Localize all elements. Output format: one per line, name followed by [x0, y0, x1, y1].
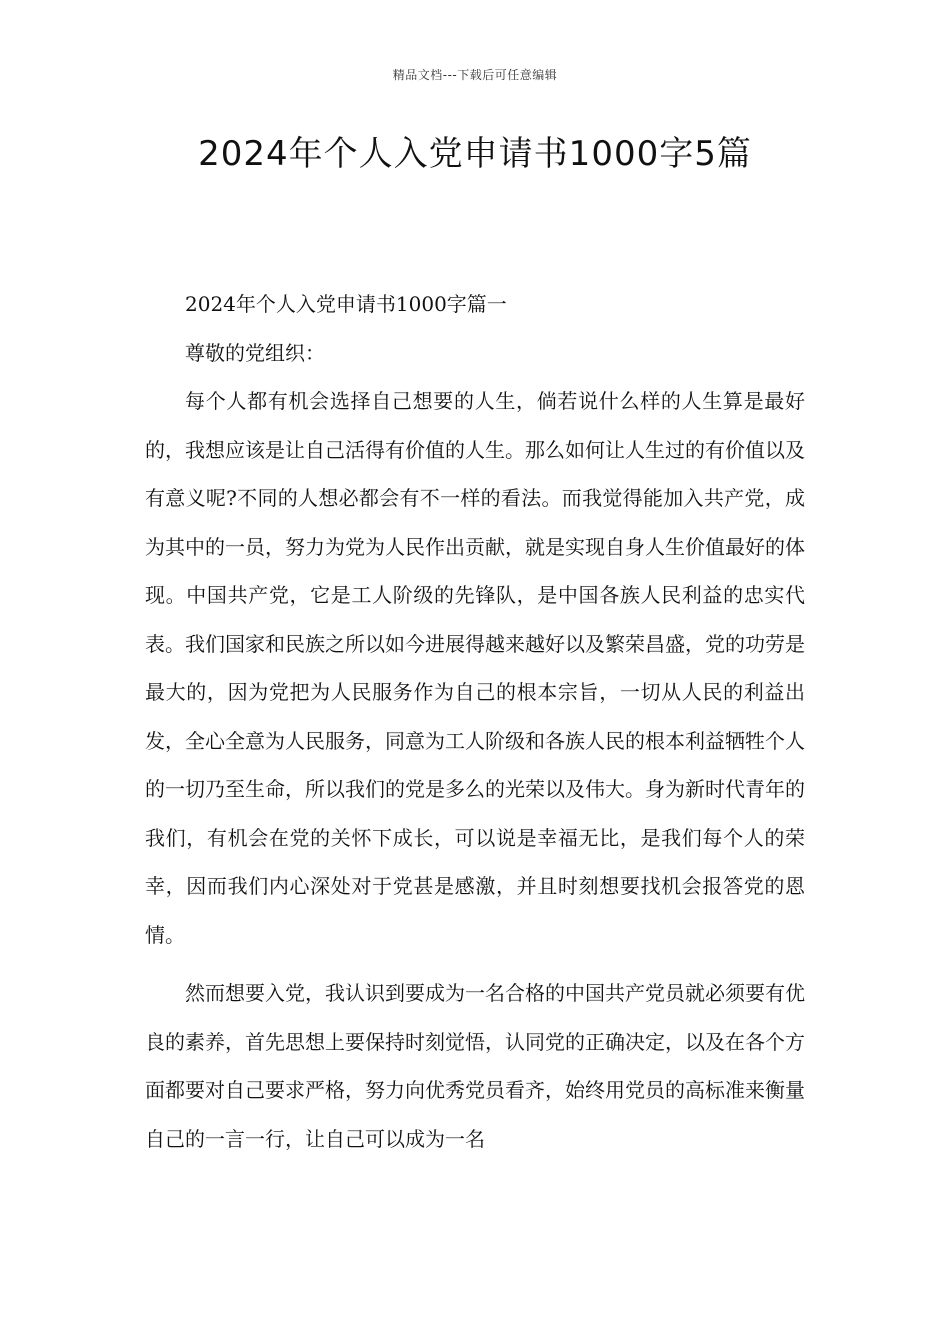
salutation: 尊敬的党组织：: [185, 340, 325, 365]
body-paragraph: 每个人都有机会选择自己想要的人生，倘若说什么样的人生算是最好的，我想应该是让自己活得有价值的人生。那么如何让人生过的有价值以及有意义呢?不同的人想必都会有不一样的看法。而我觉得能加入共产党，成为其中的一员，努力为党为人民作出贡献，就是实现自身人生价值最好的体现。中国共产党，它是工人阶级的先锋队，是中国各族人民利益的忠实代表。我们国家和民族之所以如今进展得越来越好以及繁荣昌盛，党的功劳是最大的，因为党把为人民服务作为自己的根本宗旨，一切从人民的利益出发，全心全意为人民服务，同意为工人阶级和各族人民的根本利益牺牲个人的一切乃至生命，所以我们的党是多么的光荣以及伟大。身为新时代青年的我们，有机会在党的关怀下成长，可以说是幸福无比，是我们每个人的荣幸，因而我们内心深处对于党甚是感激，并且时刻想要找机会报答党的恩情。: [145, 389, 805, 947]
document-body: [145, 280, 805, 1163]
section-heading: 2024年个人入党申请书1000字篇一: [185, 292, 507, 316]
document-title: 2024年个人入党申请书1000字5篇: [198, 134, 752, 174]
page-header-note: 精品文档---下载后可任意编辑: [392, 68, 558, 82]
body-paragraph: 然而想要入党，我认识到要成为一名合格的中国共产党员就必须要有优良的素养，首先思想上要保持时刻觉悟，认同党的正确决定，以及在各个方面都要对自己要求严格，努力向优秀党员看齐，始终用党员的高标准来衡量自己的一言一行，让自己可以成为一名: [145, 981, 805, 1151]
